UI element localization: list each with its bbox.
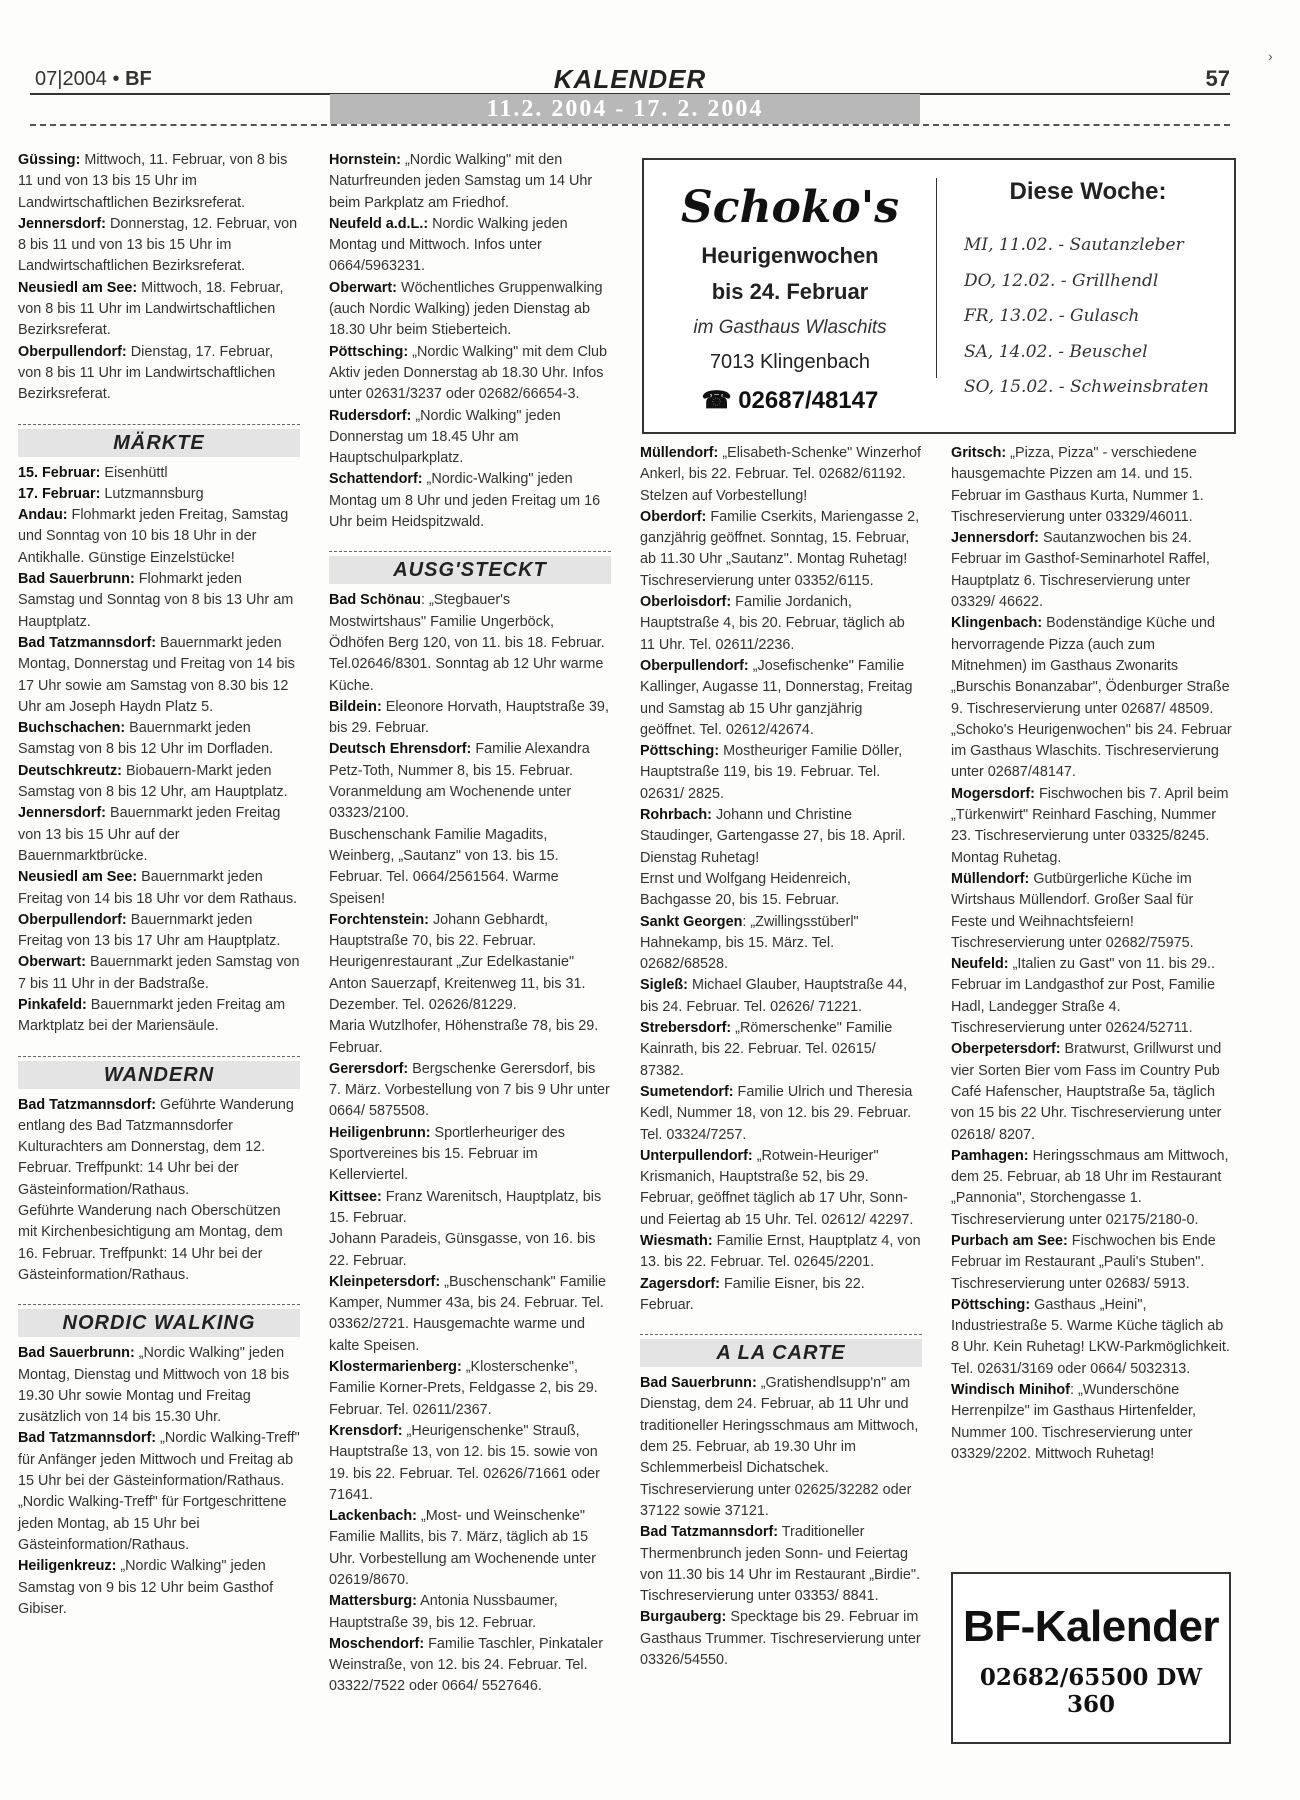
listing-entry — [640, 1018, 922, 1082]
listing-place: Jennersdorf: — [951, 530, 1039, 547]
listing-entry — [951, 720, 1233, 784]
listing-entry — [640, 1082, 922, 1146]
listing-text: „Heurigenschenke" Strauß, Hauptstraße 13, von 12. bis 15. sowie von 19. bis 22. Februar. Tel. 02626/71661 oder 71641. — [329, 1422, 600, 1503]
listing-entry — [329, 1591, 611, 1634]
listing-text: Sportlerheuriger des Sportvereines bis 15. Februar im Kellerviertel. — [329, 1124, 565, 1184]
page-header — [30, 64, 1230, 92]
listing-place: Kleinpetersdorf: — [329, 1273, 441, 1290]
column-3 — [640, 443, 922, 1671]
listing-place: Klostermarienberg: — [329, 1359, 462, 1376]
listing-text: Geführte Wanderung entlang des Bad Tatzmannsdorfer Kulturachters am Donnerstag, dem 12. Februar. Treffpunkt: 14 Uhr bei der Gästeinformation/Rathaus. — [18, 1096, 294, 1198]
column-1 — [18, 150, 300, 1620]
listing-place: Müllendorf: — [640, 445, 719, 461]
listing-text: Dienstag, 17. Februar, von 8 bis 11 Uhr im Landwirtschaftlichen Bezirksreferat. — [18, 343, 276, 403]
ad-week-title: Diese Woche: — [1009, 178, 1167, 205]
listing-entry — [18, 463, 300, 484]
listing-place: 17. Februar: — [18, 485, 101, 502]
listing-entry — [951, 528, 1233, 613]
listing-place: Strebersdorf: — [640, 1020, 732, 1037]
listing-place: Oberpetersdorf: — [951, 1041, 1061, 1058]
listing-place: Müllendorf: — [951, 870, 1030, 887]
listing-place: Oberpullendorf: — [18, 911, 127, 928]
listing-entry — [329, 406, 611, 470]
listing-entry — [640, 1373, 922, 1522]
listing-text: „Nordic Walking-Treff" für Anfänger jeden Mittwoch und Freitag ab 15 Uhr bei der Gästeinformation/Rathaus. — [18, 1430, 300, 1490]
listing-entry — [329, 1421, 611, 1506]
listing-text: „Gratishendlsupp'n" am Dienstag, dem 24. Februar, ab 11 Uhr und traditioneller Heringsschmaus am Mittwoch, dem 25. Februar, ab 19.30 Uhr im Schlemmerbeisl Dichatschek. Tischreservierung unter 02625/32282 oder 37122 sowie 37121. — [640, 1375, 919, 1519]
column-2 — [329, 150, 611, 1698]
listing-text: Bauernmarkt jeden Freitag am Marktplatz bei der Mariensäule. — [18, 996, 286, 1035]
listing-place: Bad Tatzmannsdorf: — [18, 1096, 157, 1113]
listing-place: Heiligenkreuz: — [18, 1558, 117, 1575]
listing-text: Johann und Christine Staudinger, Gartengasse 27, bis 18. April. Dienstag Ruhetag! — [640, 807, 906, 866]
corner-mark: › — [1268, 48, 1273, 64]
listing-entry — [951, 1231, 1233, 1295]
listing-entry — [329, 1272, 611, 1357]
listing-text: Familie Alexandra Petz-Toth, Nummer 8, bis 15. Februar. Voranmeldung am Wochenende unter 03323/2100. — [329, 741, 590, 822]
listing-place: Rudersdorf: — [329, 407, 412, 424]
listing-entry — [18, 718, 300, 761]
listing-entry — [951, 784, 1233, 869]
ad-venue: im Gasthaus Wlaschits — [693, 317, 887, 338]
listing-place: Buchschachen: — [18, 720, 126, 737]
listing-entry — [640, 869, 922, 912]
listing-entry — [18, 505, 300, 569]
listing-entry — [640, 1607, 922, 1671]
listing-place: Windisch Minihof — [951, 1382, 1070, 1399]
issue-label: 07|2004 • BF — [35, 68, 152, 90]
ad-menu-item: MI, 11.02. - Sautanzleber — [964, 235, 1184, 255]
listing-entry — [329, 342, 611, 406]
listing-entry — [640, 975, 922, 1018]
listing-text: Franz Warenitsch, Hauptplatz, bis 15. Februar. — [329, 1188, 602, 1226]
listing-text: Familie Jordanich, Hauptstraße 4, bis 20. Februar, täglich ab 11 Uhr. Tel. 02611/2236. — [640, 594, 905, 653]
listing-entry — [329, 910, 611, 953]
listing-entry — [18, 484, 300, 505]
listing-entry — [640, 1146, 922, 1231]
listing-entry — [329, 1059, 611, 1123]
listing-text: Bratwurst, Grillwurst und vier Sorten Bier vom Fass im Country Pub Café Hafenscher, Hauptstraße 5a, täglich von 15 bis 22 Uhr. Tischreservierung unter 02618/ 8207. — [951, 1041, 1222, 1143]
listing-place: Pöttsching: — [951, 1296, 1031, 1313]
listing-entry — [329, 278, 611, 342]
listing-place: Lackenbach: — [329, 1508, 417, 1525]
listing-text: Biobauern-Markt jeden Samstag von 8 bis 12 Uhr, am Hauptplatz. — [18, 762, 288, 801]
listing-place: Rohrbach: — [640, 807, 712, 824]
section-heading-ausgsteckt: AUSG'STECKT — [329, 551, 611, 584]
bf-kalender-phone: 02682/65500 DW 360 — [979, 1664, 1203, 1718]
listing-text: Johann Gebhardt, Hauptstraße 70, bis 22. Februar. — [329, 911, 549, 950]
listing-text: Johann Paradeis, Günsgasse, von 16. bis 22. Februar. — [329, 1231, 596, 1269]
listing-text: Fischwochen bis 7. April beim „Türkenwirt" Reinhard Fasching, Nummer 23. Tischreservierung unter 03325/8245. Montag Ruhetag. — [951, 785, 1229, 866]
listing-place: Bad Schönau — [329, 592, 421, 609]
listing-entry — [329, 952, 611, 1016]
listing-entry — [18, 910, 300, 953]
listing-entry — [18, 1201, 300, 1286]
ad-divider — [936, 178, 937, 378]
listing-text: Flohmarkt jeden Samstag und Sonntag von 8 bis 13 Uhr am Hauptplatz. — [18, 571, 294, 630]
listing-entry — [329, 825, 611, 910]
listing-text: Familie Ernst, Hauptplatz 4, von 13. bis 22. Februar. Tel. 02645/2201. — [640, 1232, 921, 1271]
listing-entry — [18, 569, 300, 633]
listing-entry — [18, 803, 300, 867]
listing-place: Bad Tatzmannsdorf: — [18, 634, 157, 651]
listing-text: „Nordic-Walking" jeden Montag um 8 Uhr und jeden Freitag um 16 Uhr beim Heidspitzwald. — [329, 471, 601, 531]
listing-place: Güssing: — [18, 152, 81, 168]
listing-text: Bauernmarkt jeden Montag, Donnerstag und Freitag von 14 bis 17 Uhr sowie am Samstag von 8.30 bis 12 Uhr am Joseph Haydn Platz 5. — [18, 634, 295, 715]
listing-text: Nordic Walking jeden Montag und Mittwoch. Infos unter 0664/5963231. — [329, 215, 568, 275]
listing-entry — [640, 1231, 922, 1274]
listing-place: Andau: — [18, 507, 68, 524]
listing-place: Sigleß: — [640, 977, 688, 994]
listing-place: Oberloisdorf: — [640, 594, 732, 611]
listing-entry — [640, 741, 922, 805]
listing-text: Gutbürgerliche Küche im Wirtshaus Müllendorf. Großer Saal für Feste und Weihnachtsfeiern! Tischreservierung unter 02682/75975. — [951, 870, 1194, 951]
listing-entry — [640, 912, 922, 976]
listing-text: Familie Ulrich und Theresia Kedl, Nummer 18, von 12. bis 29. Februar. Tel. 03324/7257. — [640, 1083, 913, 1143]
listing-entry — [18, 867, 300, 910]
listing-text: Bauernmarkt jeden Samstag von 8 bis 12 Uhr im Dorfladen. — [18, 720, 274, 758]
listing-place: Bad Tatzmannsdorf: — [18, 1430, 157, 1447]
listing-entry — [329, 1229, 611, 1272]
listing-entry — [18, 342, 300, 406]
listing-text: Gasthaus „Heini", Industriestraße 5. Warme Küche täglich ab 8 Uhr. Kein Ruhetag! LKW-Parkmöglichkeit. Tel. 02631/3169 oder 0664/ 5032313. — [951, 1296, 1230, 1377]
listing-place: Gritsch: — [951, 445, 1007, 461]
listing-entry — [18, 633, 300, 718]
listing-text: Geführte Wanderung nach Oberschützen mit Kirchenbesichtigung am Montag, dem 16. Februar. Treffpunkt: 14 Uhr bei der Gästeinformation/Rathaus. — [18, 1203, 283, 1283]
listing-place: Zagersdorf: — [640, 1275, 720, 1292]
listing-entry — [329, 1123, 611, 1187]
listing-entry — [329, 150, 611, 214]
listing-text: „Römerschenke" Familie Kainrath, bis 22. Februar. Tel. 02615/ 87382. — [640, 1020, 893, 1079]
listing-entry — [951, 954, 1233, 1039]
listing-text: Familie Taschler, Pinkataler Weinstraße, von 12. bis 24. Februar. Tel. 03322/7522 oder 0664/ 5527646. — [329, 1635, 604, 1695]
listing-text: Eisenhüttl — [100, 464, 168, 481]
listing-entry — [18, 995, 300, 1038]
ad-town: 7013 Klingenbach — [709, 351, 871, 373]
header-dashed-rule — [30, 124, 1230, 126]
listing-entry — [640, 443, 922, 507]
listing-entry — [951, 1146, 1233, 1231]
listing-entry — [951, 1380, 1233, 1465]
ad-until: bis 24. Februar — [711, 279, 869, 304]
listing-place: Kittsee: — [329, 1188, 382, 1205]
listing-entry — [640, 1522, 922, 1607]
listing-text: „Rotwein-Heuriger" Krismanich, Hauptstraße 52, bis 29. Februar, geöffnet täglich ab 17 Uhr, Sonn- und Feiertag ab 15 Uhr. Tel. 02612/ 42297. — [640, 1147, 914, 1228]
listing-text: Buschenschank Familie Magadits, Weinberg, „Sautanz" von 13. bis 15. Februar. Tel. 0664/2561564. Warme Speisen! — [329, 826, 559, 907]
listing-text: „Nordic Walking" jeden Donnerstag um 18.45 Uhr am Hauptschulparkplatz. — [329, 407, 561, 467]
listing-text: Wöchentliches Gruppenwalking (auch Nordic Walking) jeden Dienstag ab 18.30 Uhr beim Stieberteich. — [329, 279, 603, 339]
listing-entry — [640, 656, 922, 741]
listing-place: Klingenbach: — [951, 615, 1043, 632]
bf-kalender-box — [951, 1572, 1231, 1744]
listing-entry — [329, 1357, 611, 1421]
listing-text: „Josefischenke" Familie Kallinger, Augasse 11, Donnerstag, Freitag und Samstag ab 15 Uhr ganzjährig geöffnet. Tel. 02612/42674. — [640, 657, 913, 738]
listing-entry — [640, 1274, 922, 1317]
listing-entry — [951, 613, 1233, 719]
listing-place: Oberpullendorf: — [18, 343, 127, 360]
listing-place: Jennersdorf: — [18, 215, 106, 232]
listing-entry — [329, 214, 611, 278]
listing-text: Heurigenrestaurant „Zur Edelkastanie" Anton Sauerzapf, Kreitenweg 11, bis 31. Dezember. Tel. 02626/81229. — [329, 954, 586, 1013]
listing-text: : „Stegbauer's Mostwirtshaus" Familie Ungerböck, Ödhöfen Berg 120, von 11. bis 18. Februar. Tel.02646/8301. Sonntag ab 12 Uhr warme Küche. — [329, 592, 605, 694]
listing-place: Oberwart: — [18, 954, 86, 971]
listing-place: Neufeld: — [951, 956, 1009, 973]
date-range-band: 11.2. 2004 - 17. 2. 2004 — [330, 94, 920, 124]
listing-place: Oberwart: — [329, 279, 397, 296]
listing-text: Antonia Nussbaumer, Hauptstraße 39, bis 12. Februar. — [329, 1593, 558, 1631]
listing-text: „Pizza, Pizza" - verschiedene hausgemachte Pizzen am 14. und 15. Februar im Gasthaus Kurta, Nummer 1. Tischreservierung unter 03329/46011. — [951, 445, 1204, 525]
listing-text: „Most- und Weinschenke" Familie Mallits, bis 7. März, täglich ab 15 Uhr. Vorbestellung am Wochenende unter 02619/8670. — [329, 1508, 596, 1588]
listing-text: Ernst und Wolfgang Heidenreich, Bachgasse 20, bis 15. Februar. — [640, 870, 851, 909]
ad-left-panel — [644, 160, 936, 432]
listing-place: Moschendorf: — [329, 1635, 425, 1652]
listing-entry — [640, 507, 922, 592]
listing-text: Traditioneller Thermenbrunch jeden Sonn- und Feiertag von 11.30 bis 14 Uhr im Restaurant „Birdie". Tischreservierung unter 03353/ 8841. — [640, 1524, 920, 1605]
listing-text: Mittwoch, 11. Februar, von 8 bis 11 und von 13 bis 15 Uhr im Landwirtschaftlichen Bezirksreferat. — [18, 152, 288, 211]
ad-menu-item: SO, 15.02. - Schweinsbraten — [964, 377, 1209, 397]
listing-text: Donnerstag, 12. Februar, von 8 bis 11 und von 13 bis 15 Uhr im Landwirtschaftlichen Bezirksreferat. — [18, 215, 298, 275]
listing-entry — [640, 592, 922, 656]
listing-place: Jennersdorf: — [18, 805, 106, 822]
listing-place: Bad Sauerbrunn: — [18, 571, 135, 588]
listing-entry — [329, 697, 611, 740]
listing-place: Pöttsching: — [329, 343, 409, 360]
ad-right-panel — [942, 160, 1234, 432]
listing-place: Pöttsching: — [640, 743, 720, 760]
listing-entry — [951, 1039, 1233, 1145]
listing-place: Neusiedl am See: — [18, 279, 138, 296]
listing-place: Heiligenbrunn: — [329, 1124, 431, 1141]
listing-text: Eleonore Horvath, Hauptstraße 39, bis 29. Februar. — [329, 698, 609, 737]
section-heading-wandern: WANDERN — [18, 1056, 300, 1089]
listing-entry — [329, 1187, 611, 1230]
listing-text: Michael Glauber, Hauptstraße 44, bis 24. Februar. Tel. 02626/ 71221. — [640, 977, 908, 1015]
page-number: 57 — [1205, 66, 1230, 91]
listing-place: Mattersburg: — [329, 1593, 417, 1610]
listing-place: Purbach am See: — [951, 1232, 1068, 1249]
listing-place: Unterpullendorf: — [640, 1147, 753, 1164]
listing-place: Deutschkreutz: — [18, 762, 122, 779]
listing-place: Neusiedl am See: — [18, 869, 138, 886]
listing-place: Bad Tatzmannsdorf: — [640, 1524, 779, 1541]
listing-text: Bodenständige Küche und hervorragende Pizza (auch zum Mitnehmen) im Gasthaus Zwonarits „Burschis Bonanzabar", Ödenburger Straße 9. Tischreservierung unter 02687/ 48509. — [951, 615, 1230, 717]
listing-text: „Nordic Walking" jeden Montag, Dienstag und Mittwoch von 18 bis 19.30 Uhr sowie Montag und Freitag zusätzlich von 14 bis 15.30 Uhr. — [18, 1345, 290, 1426]
listing-text: „Nordic Walking" mit dem Club Aktiv jeden Donnerstag ab 18.30 Uhr. Infos unter 02631/3237 oder 02682/66654-3. — [329, 343, 608, 403]
listing-text: „Italien zu Gast" von 11. bis 29.. Februar im Landgasthof zur Post, Familie Hadl, Landegger Straße 4. Tischreservierung unter 02624/52711. — [951, 956, 1215, 1037]
listing-place: 15. Februar: — [18, 464, 101, 481]
listing-text: Heringsschmaus am Mittwoch, dem 25. Februar, ab 18 Uhr im Restaurant „Pannonia", Storchengasse 1. Tischreservierung unter 02175/2180-0. — [951, 1147, 1229, 1228]
listing-text: Mittwoch, 18. Februar, von 8 bis 11 Uhr im Landwirtschaftlichen Bezirksreferat. — [18, 279, 284, 339]
phone-icon: ☎ — [701, 387, 732, 414]
listing-place: Schattendorf: — [329, 471, 423, 488]
listing-entry — [640, 805, 922, 869]
listing-entry — [18, 150, 300, 214]
listing-place: Hornstein: — [329, 152, 401, 168]
listing-place: Oberdorf: — [640, 508, 707, 525]
listing-place: Gerersdorf: — [329, 1060, 409, 1077]
ad-menu-item: SA, 14.02. - Beuschel — [964, 341, 1148, 362]
listing-place: Burgauberg: — [640, 1609, 727, 1626]
listing-place: Bad Sauerbrunn: — [640, 1375, 757, 1392]
listing-entry — [18, 278, 300, 342]
listing-text: „Schoko's Heurigenwochen" bis 24. Februar im Gasthaus Wlaschits. Tischreservierung unter 02687/48147. — [951, 721, 1232, 781]
listing-entry — [329, 590, 611, 696]
section-heading-nordic: NORDIC WALKING — [18, 1304, 300, 1337]
listing-entry — [951, 1295, 1233, 1380]
listing-text: Bergschenke Gerersdorf, bis 7. März. Vorbestellung von 7 bis 9 Uhr unter 0664/ 5875508. — [329, 1060, 610, 1120]
listing-entry — [18, 1343, 300, 1428]
listing-place: Wiesmath: — [640, 1232, 713, 1249]
ad-menu-item: DO, 12.02. - Grillhendl — [964, 270, 1159, 291]
listing-text: „Buschenschank" Familie Kamper, Nummer 43a, bis 24. Februar. Tel. 03362/2721. Hausgemachte warme und kalte Speisen. — [329, 1273, 607, 1354]
listing-text: Familie Cserkits, Mariengasse 2, ganzjährig geöffnet. Sonntag, 15. Februar, ab 11.30 Uhr „Sautanz". Montag Ruhetag! Tischreservierung unter 03352/6115. — [640, 508, 920, 589]
listing-entry — [18, 214, 300, 278]
listing-place: Pinkafeld: — [18, 996, 87, 1013]
listing-entry — [329, 469, 611, 533]
listing-text: Sautanzwochen bis 24. Februar im Gasthof-Seminarhotel Raffel, Hauptplatz 6. Tischreservierung unter 03329/ 46622. — [951, 530, 1210, 611]
section-heading-alacarte: A LA CARTE — [640, 1334, 922, 1367]
listing-text: „Nordic Walking-Treff" für Fortgeschrittene jeden Montag, ab 15 Uhr bei Gästeinformation/Rathaus. — [18, 1494, 287, 1553]
bf-kalender-title: BF-Kalender — [962, 1602, 1220, 1651]
listing-entry — [329, 1506, 611, 1591]
listing-text: Specktage bis 29. Februar im Gasthaus Trummer. Tischreservierung unter 03326/54550. — [640, 1609, 921, 1669]
listing-place: Krensdorf: — [329, 1422, 403, 1439]
listing-entry — [18, 1428, 300, 1492]
listing-entry — [951, 443, 1233, 528]
listing-text: Lutzmannsburg — [100, 485, 204, 502]
ad-phone: ☎ 02687/48147 — [701, 387, 879, 414]
listing-text: : „Zwillingsstüberl" Hahnekamp, bis 15. März. Tel. 02682/68528. — [640, 913, 859, 973]
listing-place: Neufeld a.d.L.: — [329, 215, 429, 232]
listing-entry — [18, 761, 300, 804]
ad-logo: Schoko's — [681, 182, 899, 233]
listing-entry — [329, 1634, 611, 1698]
listing-entry — [18, 1095, 300, 1201]
listing-text: Bauernmarkt jeden Freitag von 13 bis 17 Uhr am Hauptplatz. — [18, 911, 281, 950]
section-title: KALENDER — [553, 64, 707, 94]
listing-entry — [329, 1016, 611, 1059]
listing-text: Maria Wutzlhofer, Höhenstraße 78, bis 29. Februar. — [329, 1018, 599, 1056]
listing-text: Familie Eisner, bis 22. Februar. — [640, 1275, 865, 1313]
schoko-advertisement — [642, 158, 1236, 434]
ad-menu-list — [942, 228, 1234, 406]
listing-text: Flohmarkt jeden Freitag, Samstag und Sonntag von 10 bis 18 Uhr in der Antikhalle. Günstige Einzelstücke! — [18, 507, 289, 566]
listing-place: Sankt Georgen — [640, 913, 743, 930]
ad-menu-item: FR, 13.02. - Gulasch — [964, 306, 1140, 326]
listing-place: Bildein: — [329, 698, 382, 715]
listing-entry — [18, 1556, 300, 1620]
listing-text: „Nordic Walking" mit den Naturfreunden jeden Samstag um 14 Uhr beim Parkplatz am Friedhof. — [329, 152, 593, 211]
listing-place: Forchtenstein: — [329, 911, 429, 928]
listing-text: Bauernmarkt jeden Samstag von 7 bis 11 Uhr in der Badstraße. — [18, 954, 300, 992]
listing-place: Pamhagen: — [951, 1147, 1029, 1164]
listing-place: Mogersdorf: — [951, 785, 1035, 802]
listing-entry — [18, 952, 300, 995]
listing-text: „Klosterschenke", Familie Korner-Prets, Feldgasse 2, bis 29. Februar. Tel. 02611/2367. — [329, 1359, 598, 1418]
listing-place: Sumetendorf: — [640, 1083, 734, 1100]
listing-entry — [18, 1492, 300, 1556]
listing-entry — [951, 869, 1233, 954]
listing-place: Oberpullendorf: — [640, 657, 749, 674]
listing-text: Bauernmarkt jeden Freitag von 14 bis 18 Uhr vor dem Rathaus. — [18, 869, 298, 907]
listing-entry — [329, 739, 611, 824]
section-heading-maerkte: MÄRKTE — [18, 424, 300, 457]
listing-text: : „Wunderschöne Herrenpilze" im Gasthaus Hirtenfelder, Nummer 100. Tischreservierung unter 03329/2202. Mittwoch Ruhetag! — [951, 1382, 1197, 1462]
listing-text: „Nordic Walking" jeden Samstag von 9 bis 12 Uhr beim Gasthof Gibiser. — [18, 1558, 274, 1617]
listing-place: Deutsch Ehrensdorf: — [329, 741, 472, 758]
ad-headline: Heurigenwochen — [701, 243, 879, 268]
listing-text: „Elisabeth-Schenke" Winzerhof Ankerl, bis 22. Februar. Tel. 02682/61192. Stelzen auf Vorbestellung! — [640, 445, 922, 504]
listing-text: Mostheuriger Familie Döller, Hauptstraße 119, bis 19. Februar. Tel. 02631/ 2825. — [640, 743, 903, 802]
listing-text: Fischwochen bis Ende Februar im Restaurant „Pauli's Stuben". Tischreservierung unter 02683/ 5913. — [951, 1232, 1216, 1292]
column-4 — [951, 443, 1233, 1465]
listing-text: Bauernmarkt jeden Freitag von 13 bis 15 Uhr auf der Bauernmarktbrücke. — [18, 805, 281, 864]
listing-place: Bad Sauerbrunn: — [18, 1345, 135, 1362]
